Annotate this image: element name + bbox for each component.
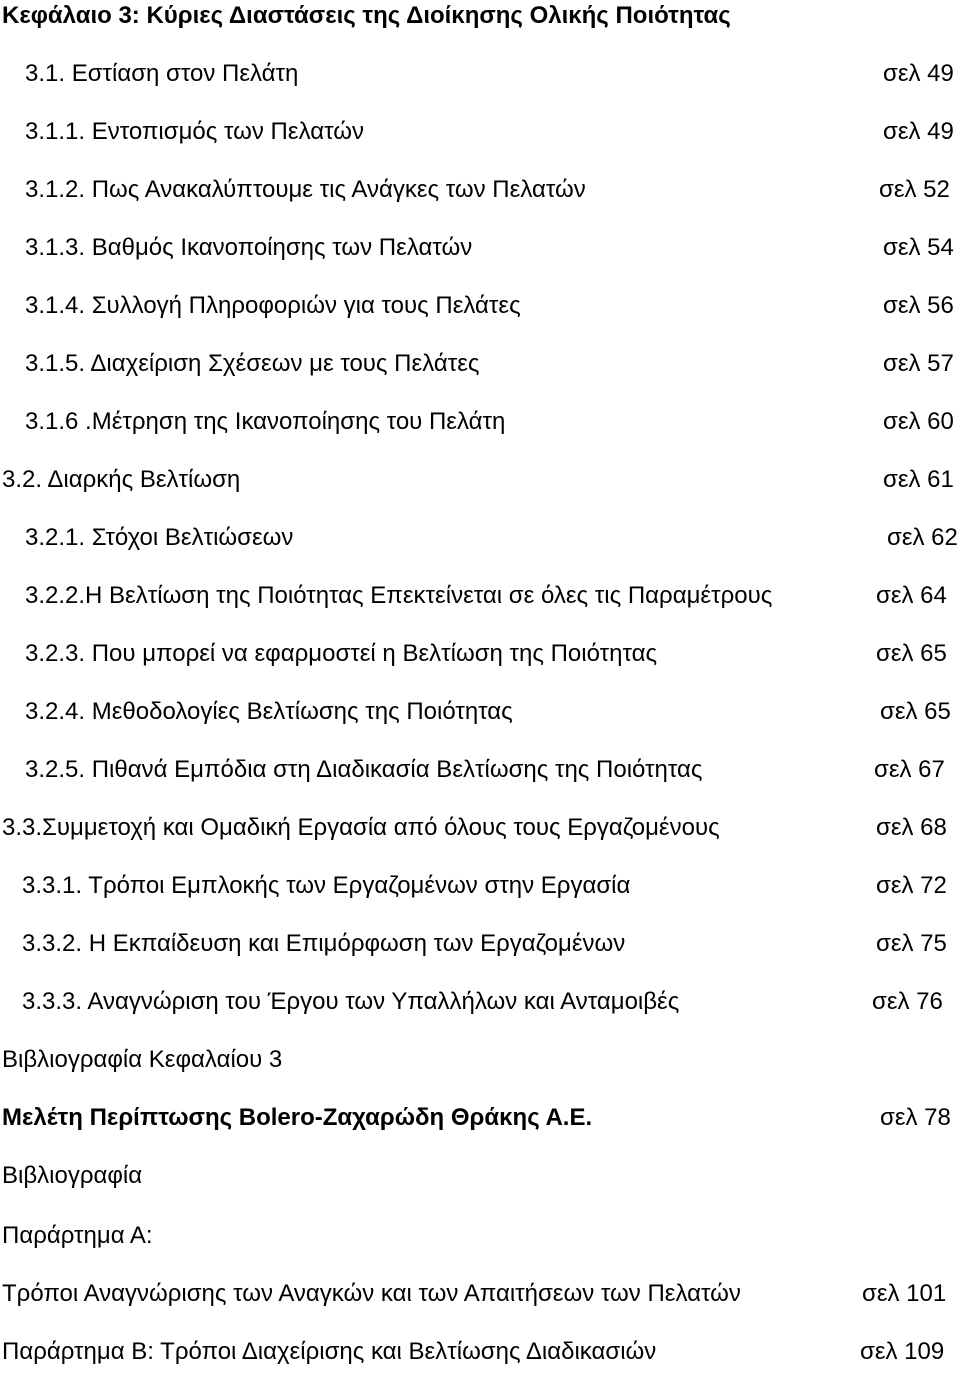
toc-entry: 3.3.3. Αναγνώριση του Έργου των Υπαλλήλων και Ανταμοιβές bbox=[22, 988, 680, 1015]
toc-entry-case-study: Μελέτη Περίπτωσης Bolero-Ζαχαρώδη Θράκης Α.Ε. bbox=[2, 1104, 593, 1131]
toc-page-number: σελ 75 bbox=[876, 930, 947, 957]
toc-page-number: σελ 67 bbox=[874, 756, 945, 783]
toc-page-number: σελ 49 bbox=[883, 60, 954, 87]
toc-page-number: σελ 101 bbox=[862, 1280, 947, 1307]
toc-page-number: σελ 65 bbox=[876, 640, 947, 667]
toc-entry: 3.3.2. Η Εκπαίδευση και Επιμόρφωση των Εργαζομένων bbox=[22, 930, 626, 957]
toc-entry: Παράρτημα Α: bbox=[2, 1222, 153, 1249]
toc-entry: 3.1.1. Εντοπισμός των Πελατών bbox=[25, 118, 364, 145]
toc-entry: 3.3.Συμμετοχή και Ομαδική Εργασία από όλους τους Εργαζομένους bbox=[2, 814, 720, 841]
toc-entry: 3.1.6 .Μέτρηση της Ικανοποίησης του Πελάτη bbox=[25, 408, 506, 435]
toc-page-number: σελ 56 bbox=[883, 292, 954, 319]
toc-entry: 3.1.3. Βαθμός Ικανοποίησης των Πελατών bbox=[25, 234, 473, 261]
toc-entry: 3.2.3. Που μπορεί να εφαρμοστεί η Βελτίωση της Ποιότητας bbox=[25, 640, 658, 667]
toc-page-number: σελ 61 bbox=[883, 466, 954, 493]
toc-page-number: σελ 54 bbox=[883, 234, 954, 261]
toc-entry: 3.2.2.Η Βελτίωση της Ποιότητας Επεκτείνεται σε όλες τις Παραμέτρους bbox=[25, 582, 773, 609]
toc-page-number: σελ 78 bbox=[880, 1104, 951, 1131]
toc-page-number: σελ 49 bbox=[883, 118, 954, 145]
toc-page-number: σελ 68 bbox=[876, 814, 947, 841]
toc-page-number: σελ 65 bbox=[880, 698, 951, 725]
toc-entry: 3.2.4. Μεθοδολογίες Βελτίωσης της Ποιότητας bbox=[25, 698, 513, 725]
toc-entry: 3.2.5. Πιθανά Εμπόδια στη Διαδικασία Βελτίωσης της Ποιότητας bbox=[25, 756, 703, 783]
toc-entry: 3.2. Διαρκής Βελτίωση bbox=[2, 466, 241, 493]
toc-entry: Παράρτημα Β: Τρόποι Διαχείρισης και Βελτίωσης Διαδικασιών bbox=[2, 1338, 657, 1365]
toc-page-number: σελ 109 bbox=[860, 1338, 945, 1365]
toc-page-number: σελ 52 bbox=[879, 176, 950, 203]
toc-page-number: σελ 57 bbox=[883, 350, 954, 377]
toc-entry: 3.1.5. Διαχείριση Σχέσεων με τους Πελάτες bbox=[25, 350, 480, 377]
toc-page-number: σελ 72 bbox=[876, 872, 947, 899]
toc-page-number: σελ 62 bbox=[887, 524, 958, 551]
toc-entry: 3.3.1. Τρόποι Εμπλοκής των Εργαζομένων στην Εργασία bbox=[22, 872, 631, 899]
toc-entry: 3.1.4. Συλλογή Πληροφοριών για τους Πελάτες bbox=[25, 292, 521, 319]
toc-entry: Βιβλιογραφία Κεφαλαίου 3 bbox=[2, 1046, 283, 1073]
toc-entry: 3.1.2. Πως Ανακαλύπτουμε τις Ανάγκες των Πελατών bbox=[25, 176, 586, 203]
toc-page-number: σελ 60 bbox=[883, 408, 954, 435]
toc-page-number: σελ 76 bbox=[872, 988, 943, 1015]
toc-entry: 3.1. Εστίαση στον Πελάτη bbox=[25, 60, 299, 87]
chapter-title: Κεφάλαιο 3: Κύριες Διαστάσεις της Διοίκησης Ολικής Ποιότητας bbox=[2, 2, 731, 29]
toc-entry: Τρόποι Αναγνώρισης των Αναγκών και των Απαιτήσεων των Πελατών bbox=[2, 1280, 741, 1307]
toc-entry: Βιβλιογραφία bbox=[2, 1162, 143, 1189]
toc-entry: 3.2.1. Στόχοι Βελτιώσεων bbox=[25, 524, 294, 551]
toc-page-number: σελ 64 bbox=[876, 582, 947, 609]
